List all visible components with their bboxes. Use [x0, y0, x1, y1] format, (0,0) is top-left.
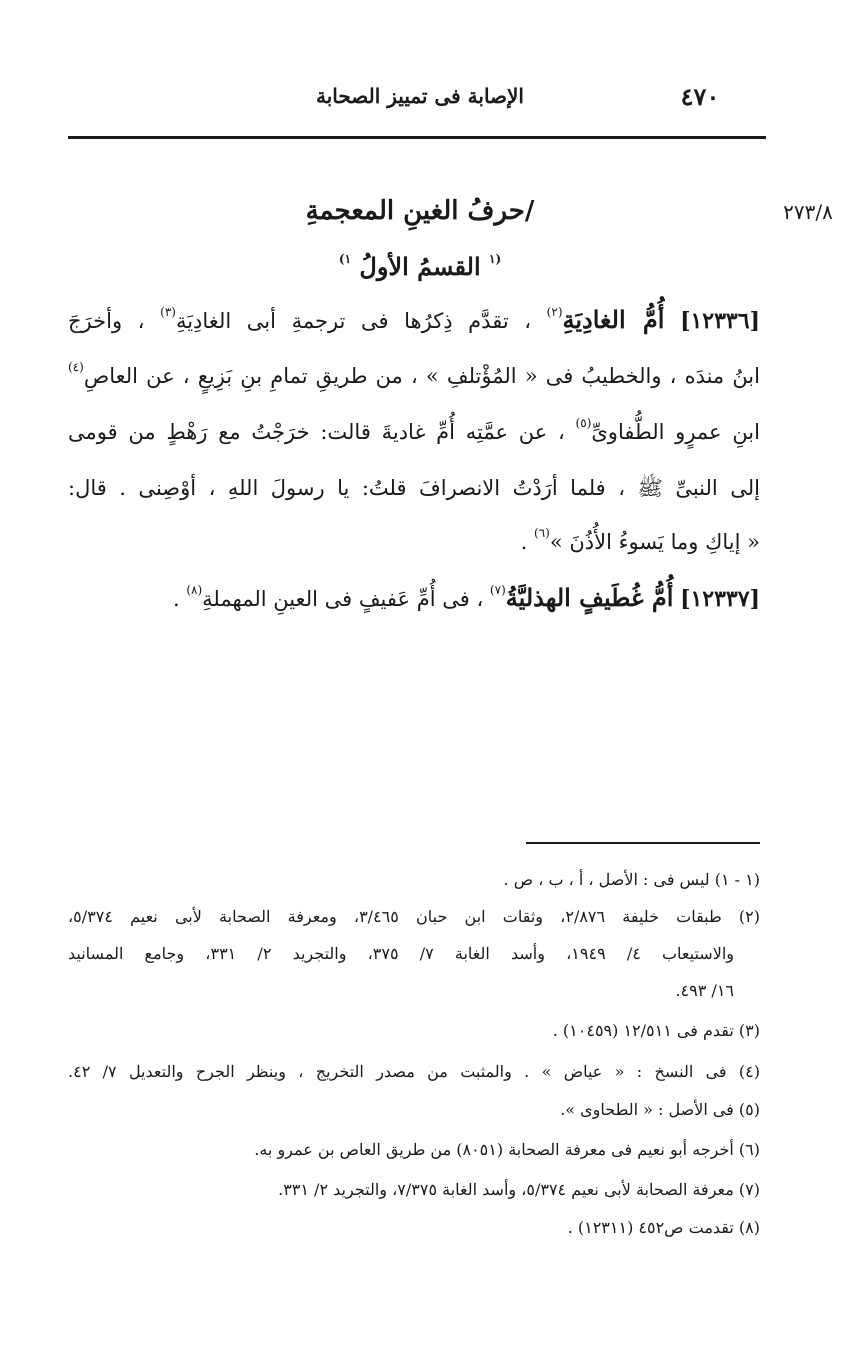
footnote-continuation: والاستيعاب ٤/ ١٩٤٩، وأسد الغابة ٧/ ٣٧٥، والتجريد ٢/ ٣٣١، وجامع المسانيد [68, 944, 735, 963]
entry-number: [١٢٣٣٦] [680, 308, 760, 334]
note-mark: (٢) [546, 305, 563, 319]
entry-text: ، تقدَّم ذِكرُها فى ترجمةِ أبى الغادِيَةِ [175, 309, 532, 333]
entry-text: ، وأخرَجَ [68, 309, 145, 333]
note-mark: (٦) [534, 526, 550, 540]
entry-text: ، عن عمَّتِه أُمِّ غاديةَ قالت: خرَجْتُ مع رَهْطٍ من قومى [68, 420, 565, 444]
margin-volume-page-ref: ٢٧٣/٨ [783, 200, 833, 224]
note-mark: (٣) [160, 305, 176, 319]
footnote: (٢) طبقات خليفة ٢/٨٧٦، وثقات ابن حبان ٣/٤٦٥، ومعرفة الصحابة لأبى نعيم ٥/٣٧٤، [68, 907, 761, 926]
entry-text: . [520, 530, 528, 554]
footnote: (٣) تقدم فى ١٢/٥١١ (١٠٤٥٩) . [552, 1021, 760, 1040]
subsection-label: القسمُ الأولُ [359, 252, 481, 281]
entry-text: ابنُ مندَه ، والخطيبُ فى « المُؤْتلفِ » ، من طريقِ تمامِ بنِ بَزِيعٍ ، عن العاصِ [83, 364, 760, 388]
page-number: ٤٧٠ [680, 82, 720, 111]
entry-line [68, 584, 760, 613]
note-mark: (١ [488, 252, 502, 266]
footnote: (٨) تقدمت ص٤٥٢ (١٢٣١١) . [567, 1218, 760, 1237]
entry-name: أُمُّ غُطَيفٍ الهذليَّةُ [505, 583, 674, 612]
footnote: (٥) فى الأصل : « الطحاوى ». [560, 1100, 760, 1119]
entry-text: « إياكِ وما يَسوءُ الأُذُنَ » [549, 530, 760, 554]
entry-number: [١٢٣٣٧] [680, 586, 760, 612]
running-title: الإصابة فى تمييز الصحابة [316, 84, 524, 108]
header-rule [68, 136, 766, 139]
footnote: (٧) معرفة الصحابة لأبى نعيم ٥/٣٧٤، وأسد الغابة ٧/٣٧٥، والتجريد ٢/ ٣٣١. [278, 1180, 760, 1199]
entry-text: ابنِ عمرٍو الطُّفاوىِّ [591, 420, 760, 444]
entry-text: ، فى أُمِّ عَفيفٍ فى العينِ المهملةِ [202, 587, 484, 611]
entry-text: . [172, 587, 180, 611]
footnote: (٤) فى النسخ : « عياض » . والمثبت من مصدر التخريج ، وينظر الجرح والتعديل ٧/ ٤٢. [68, 1062, 761, 1081]
footnote-rule [526, 842, 760, 844]
entry-line [68, 526, 760, 555]
entry-line [68, 476, 760, 501]
note-mark: (٥) [575, 416, 592, 430]
note-mark: (٧) [489, 583, 506, 597]
entry-line [68, 416, 760, 445]
entry-text: إلى النبىِّ ﷺ ، فلما أرَدْتُ الانصرافَ قلتُ: يا رسولَ اللهِ ، أوْصِنى . قال: [68, 476, 760, 500]
subsection-title [300, 252, 540, 281]
entry-name: أُمُّ الغادِيَةِ [562, 305, 665, 334]
note-mark: (٤) [68, 360, 84, 374]
entry-line [68, 306, 760, 335]
section-title: /حرفُ الغينِ المعجمةِ [305, 196, 535, 226]
note-mark: ١) [338, 252, 352, 266]
footnote-continuation: ١٦/ ٤٩٣. [675, 981, 734, 1000]
footnote: (٦) أخرجه أبو نعيم فى معرفة الصحابة (٨٠٥١) من طريق العاص بن عمرو به. [254, 1140, 760, 1159]
note-mark: (٨) [186, 583, 203, 597]
entry-line [68, 360, 760, 389]
footnote: (١ - ١) ليس فى : الأصل ، أ ، ب ، ص . [503, 870, 760, 889]
